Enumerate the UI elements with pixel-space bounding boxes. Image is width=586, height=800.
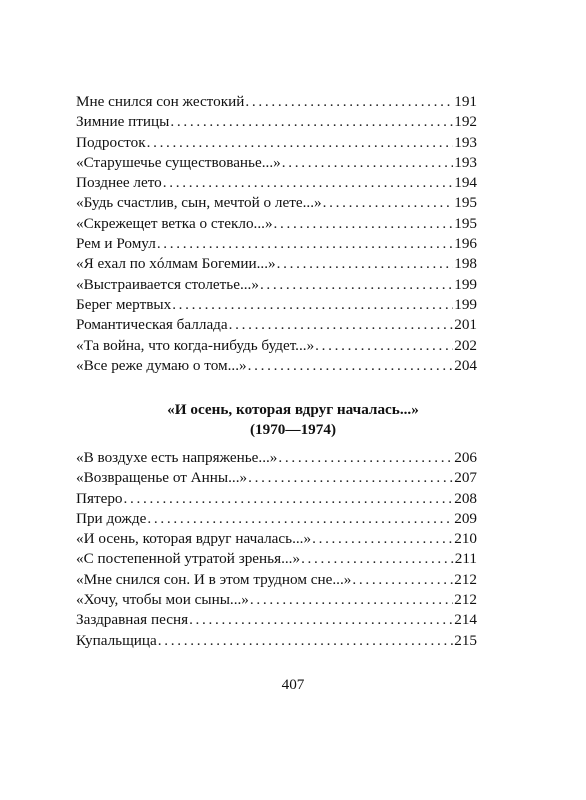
dot-leader [248, 356, 454, 376]
toc-list-part-2 [76, 448, 477, 651]
toc-entry-page: 210 [454, 530, 477, 548]
toc-entry-page: 192 [454, 113, 477, 131]
toc-entry-title: При дожде [76, 509, 147, 527]
toc-entry-title: Подросток [76, 133, 146, 151]
toc-entry [76, 153, 477, 173]
toc-entry [76, 336, 477, 356]
toc-entry-page: 199 [454, 275, 477, 293]
toc-entry-title: «Я ехал по хóлмам Богемии...» [76, 255, 276, 273]
toc-entry-page: 212 [454, 570, 477, 588]
toc-entry-title: «Хочу, чтобы мои сыны...» [76, 591, 249, 609]
toc-entry [76, 529, 477, 549]
dot-leader [352, 570, 453, 590]
toc-entry-page: 212 [454, 591, 477, 609]
toc-entry [76, 112, 477, 132]
section-years: (1970—1974) [249, 420, 337, 438]
toc-entry-title: Пятеро [76, 489, 123, 507]
toc-entry-page: 196 [454, 235, 477, 253]
toc-entry [76, 356, 477, 376]
toc-entry [76, 631, 477, 651]
toc-entry [76, 254, 477, 274]
dot-leader [170, 112, 453, 132]
dot-leader [301, 549, 454, 569]
toc-entry-page: 215 [454, 631, 477, 649]
toc-entry-title: Берег мертвых [76, 295, 172, 313]
toc-entry-title: Заздравная песня [76, 611, 189, 629]
toc-entry [76, 610, 477, 630]
dot-leader [260, 275, 453, 295]
toc-entry [76, 570, 477, 590]
dot-leader [277, 254, 454, 274]
toc-entry-title: «Мне снился сон. И в этом трудном сне...» [76, 570, 352, 588]
dot-leader [163, 173, 453, 193]
toc-entry-page: 191 [454, 93, 477, 110]
dot-leader [157, 234, 453, 254]
dot-leader [147, 509, 453, 529]
toc-entry-title: «Скрежещет ветка о стекло...» [76, 214, 273, 232]
section-heading [0, 400, 586, 439]
toc-entry [76, 173, 477, 193]
toc-entry [76, 448, 477, 468]
dot-leader [245, 92, 453, 112]
toc-entry-page: 208 [454, 489, 477, 507]
toc-entry-title: «В воздухе есть напряженье...» [76, 449, 278, 466]
dot-leader [147, 133, 454, 153]
toc-entry-page: 211 [454, 550, 477, 568]
toc-entry [76, 92, 477, 112]
toc-entry [76, 234, 477, 254]
dot-leader [172, 295, 453, 315]
toc-entry-title: «Та война, что когда-нибудь будет...» [76, 336, 315, 354]
toc-entry-page: 198 [454, 255, 477, 273]
toc-entry [76, 214, 477, 234]
toc-entry-title: Мне снился сон жестокий [76, 93, 245, 110]
dot-leader [278, 448, 453, 468]
toc-list-part-1 [76, 92, 477, 376]
toc-entry-title: «Будь счастлив, сын, мечтой о лете...» [76, 194, 322, 212]
toc-entry-title: Рем и Ромул [76, 235, 156, 253]
toc-entry-title: Позднее лето [76, 174, 162, 192]
toc-entry [76, 275, 477, 295]
toc-entry-title: «Старушечье существованье...» [76, 153, 281, 171]
toc-entry-title: Романтическая баллада [76, 316, 228, 334]
toc-entry-title: «Возвращенье от Анны...» [76, 469, 248, 487]
toc-entry-page: 201 [454, 316, 477, 334]
toc-entry [76, 315, 477, 335]
toc-entry [76, 193, 477, 213]
toc-entry-page: 194 [454, 174, 477, 192]
toc-entry-page: 207 [454, 469, 477, 487]
toc-entry-page: 195 [454, 194, 477, 212]
toc-entry-page: 193 [454, 153, 477, 171]
dot-leader [189, 610, 453, 630]
dot-leader [124, 489, 454, 509]
toc-entry-page: 199 [454, 295, 477, 313]
toc-entry [76, 489, 477, 509]
dot-leader [323, 193, 454, 213]
toc-entry-page: 206 [454, 449, 477, 466]
dot-leader [274, 214, 454, 234]
toc-entry-page: 204 [454, 356, 477, 374]
toc-entry-title: «Все реже думаю о том...» [76, 356, 247, 374]
dot-leader [248, 468, 453, 488]
dot-leader [250, 590, 453, 610]
toc-entry-title: «С постепенной утратой зренья...» [76, 550, 301, 568]
toc-entry-title: «И осень, которая вдруг началась...» [76, 530, 312, 548]
toc-entry-page: 214 [454, 611, 477, 629]
toc-entry-title: Зимние птицы [76, 113, 170, 131]
toc-entry [76, 133, 477, 153]
dot-leader [229, 315, 454, 335]
dot-leader [158, 631, 453, 651]
toc-entry [76, 590, 477, 610]
dot-leader [282, 153, 454, 173]
toc-entry [76, 468, 477, 488]
toc-entry-page: 209 [454, 509, 477, 527]
toc-entry-page: 193 [454, 133, 477, 151]
dot-leader [312, 529, 453, 549]
toc-entry-title: Купальщица [76, 631, 157, 649]
toc-entry-page: 195 [454, 214, 477, 232]
toc-entry [76, 549, 477, 569]
toc-entry [76, 295, 477, 315]
section-title: «И осень, которая вдруг началась...» [167, 401, 419, 418]
page-number: 407 [281, 676, 305, 693]
dot-leader [315, 336, 453, 356]
toc-entry [76, 509, 477, 529]
toc-entry-title: «Выстраивается столетье...» [76, 275, 259, 293]
toc-entry-page: 202 [454, 336, 477, 354]
